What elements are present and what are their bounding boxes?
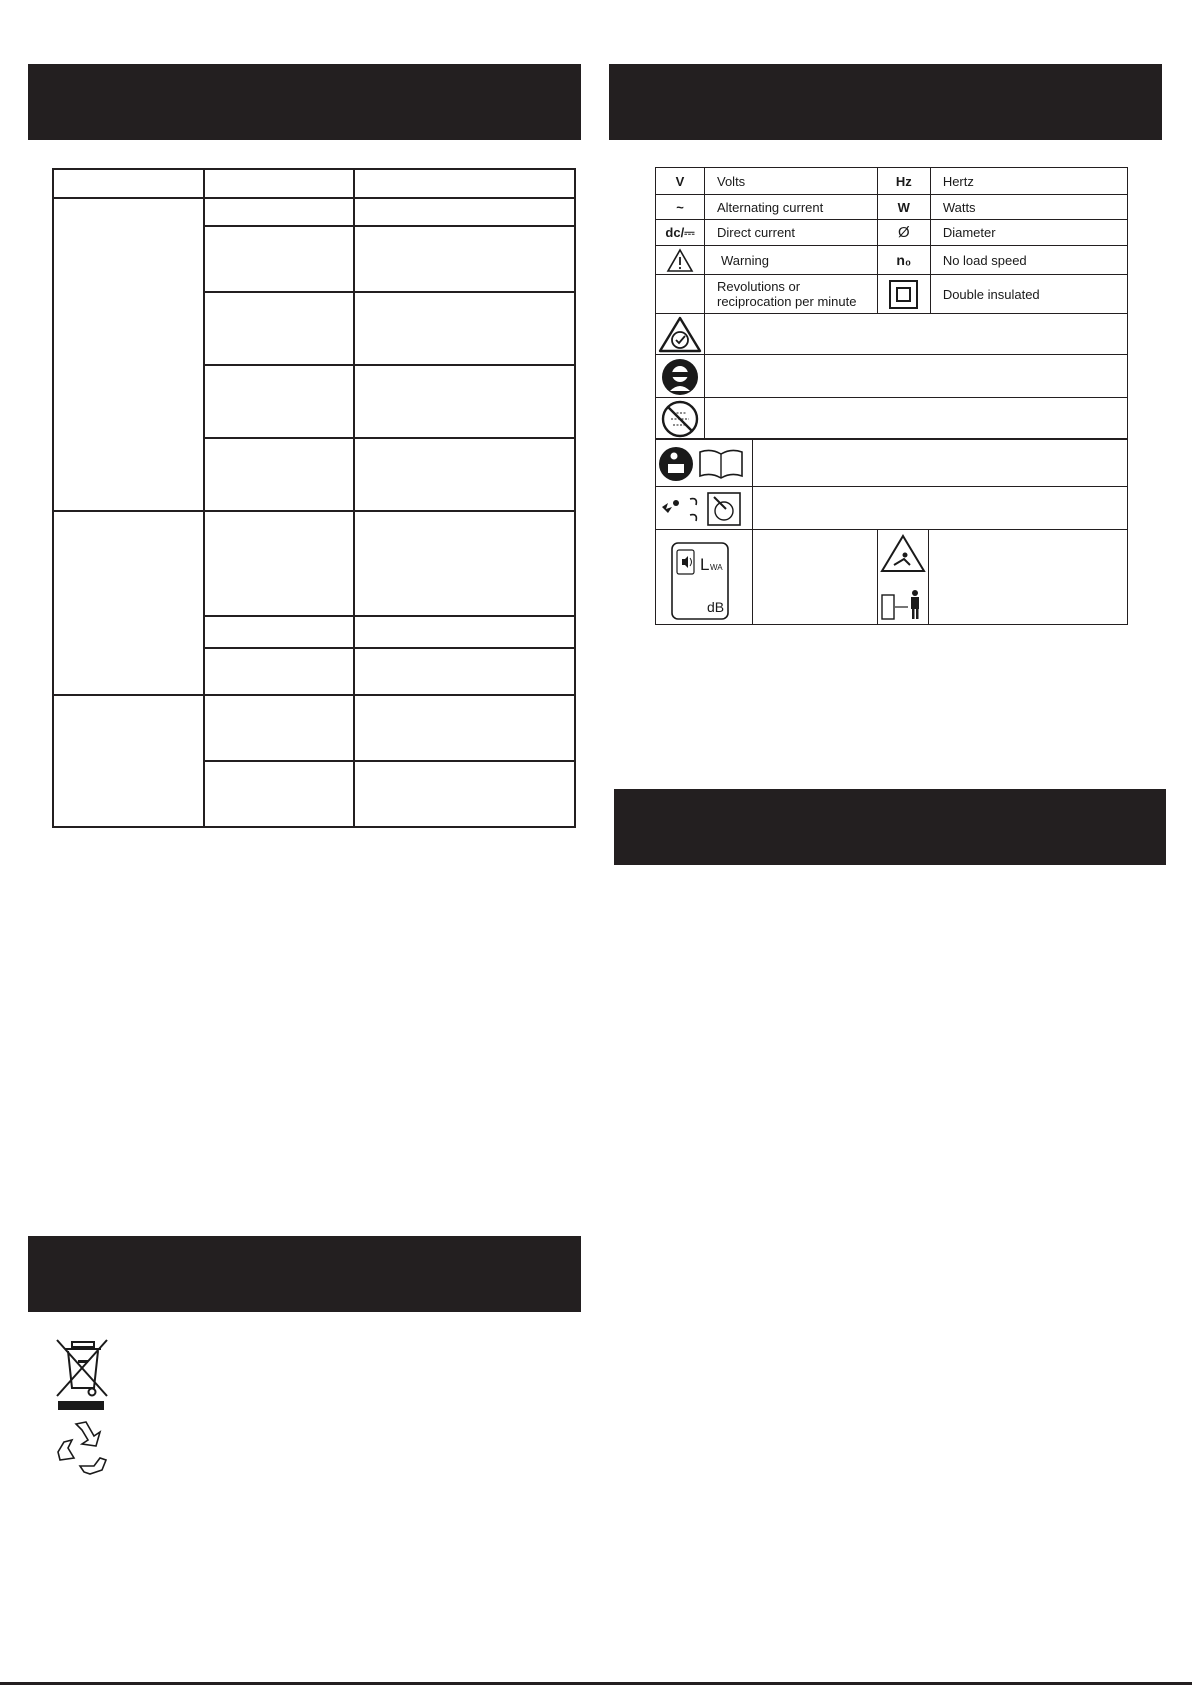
icon-row-blank (753, 440, 1128, 487)
hazard-keep-distance-icon (877, 530, 928, 625)
section-header-bar-disposal (28, 1236, 581, 1312)
symbol-label: Warning (705, 246, 878, 275)
rpm-line-1: Revolutions or (717, 279, 801, 294)
symbol-icon-row (656, 440, 1128, 487)
symbol-row (656, 275, 1128, 314)
icon-row-blank (705, 398, 1128, 439)
flying-debris-rotating-blade-icon (656, 487, 753, 530)
symbol-icon-row (656, 530, 1128, 625)
recycle-icon (54, 1418, 114, 1476)
symbol-icon-row (656, 355, 1128, 398)
symbol-label: Alternating current (705, 195, 878, 220)
svg-text:dB: dB (707, 599, 725, 615)
no-rain-icon (656, 398, 705, 439)
symbol-alternating-current: ~ (656, 195, 705, 220)
troubleshooting-table (52, 168, 576, 828)
wear-eye-ear-protection-icon (656, 355, 705, 398)
symbol-diameter: Ø (877, 220, 930, 246)
symbol-label: Volts (705, 168, 878, 195)
symbols-table (655, 167, 1128, 439)
symbol-watts: W (877, 195, 930, 220)
table-row (53, 198, 575, 226)
symbol-icon-row (656, 314, 1128, 355)
symbol-label: Diameter (930, 220, 1127, 246)
symbol-row (656, 220, 1128, 246)
warning-triangle-icon (656, 246, 705, 275)
double-insulated-icon (877, 275, 930, 314)
symbol-label: No load speed (930, 246, 1127, 275)
symbol-rpm-empty (656, 275, 705, 314)
symbol-row (656, 246, 1128, 275)
lwa-value-cell (753, 530, 878, 625)
icon-row-blank (705, 314, 1128, 355)
table-row (53, 511, 575, 616)
hazard-text-cell (928, 530, 1127, 625)
section-header-bar-right-lower (614, 789, 1166, 865)
symbols-table-lower (655, 439, 1128, 625)
symbol-label: Direct current (705, 220, 878, 246)
symbol-icon-row (656, 487, 1128, 530)
symbol-volts: V (656, 168, 705, 195)
table-row (53, 695, 575, 761)
symbol-hertz: Hz (877, 168, 930, 195)
symbol-direct-current: dc/⎓ (656, 220, 705, 246)
symbol-label: Hertz (930, 168, 1127, 195)
icon-row-blank (705, 355, 1128, 398)
symbol-row (656, 168, 1128, 195)
read-manual-icon (656, 440, 753, 487)
symbol-row (656, 195, 1128, 220)
table-header-row (53, 169, 575, 198)
rcm-compliance-icon (656, 314, 705, 355)
rpm-line-2: reciprocation per minute (717, 294, 857, 309)
symbol-icon-row (656, 398, 1128, 439)
symbol-label-rpm (705, 275, 878, 314)
symbol-no-load-speed: n₀ (877, 246, 930, 275)
symbol-label: Double insulated (930, 275, 1127, 314)
section-header-bar-troubleshooting (28, 64, 581, 140)
svg-text:L: L (700, 555, 710, 574)
symbol-label: Watts (930, 195, 1127, 220)
icon-row-blank (753, 487, 1128, 530)
sound-power-lwa-icon (656, 530, 753, 625)
section-header-bar-symbols (609, 64, 1162, 140)
svg-text:WA: WA (710, 563, 723, 572)
weee-crossed-bin-icon (55, 1338, 111, 1412)
